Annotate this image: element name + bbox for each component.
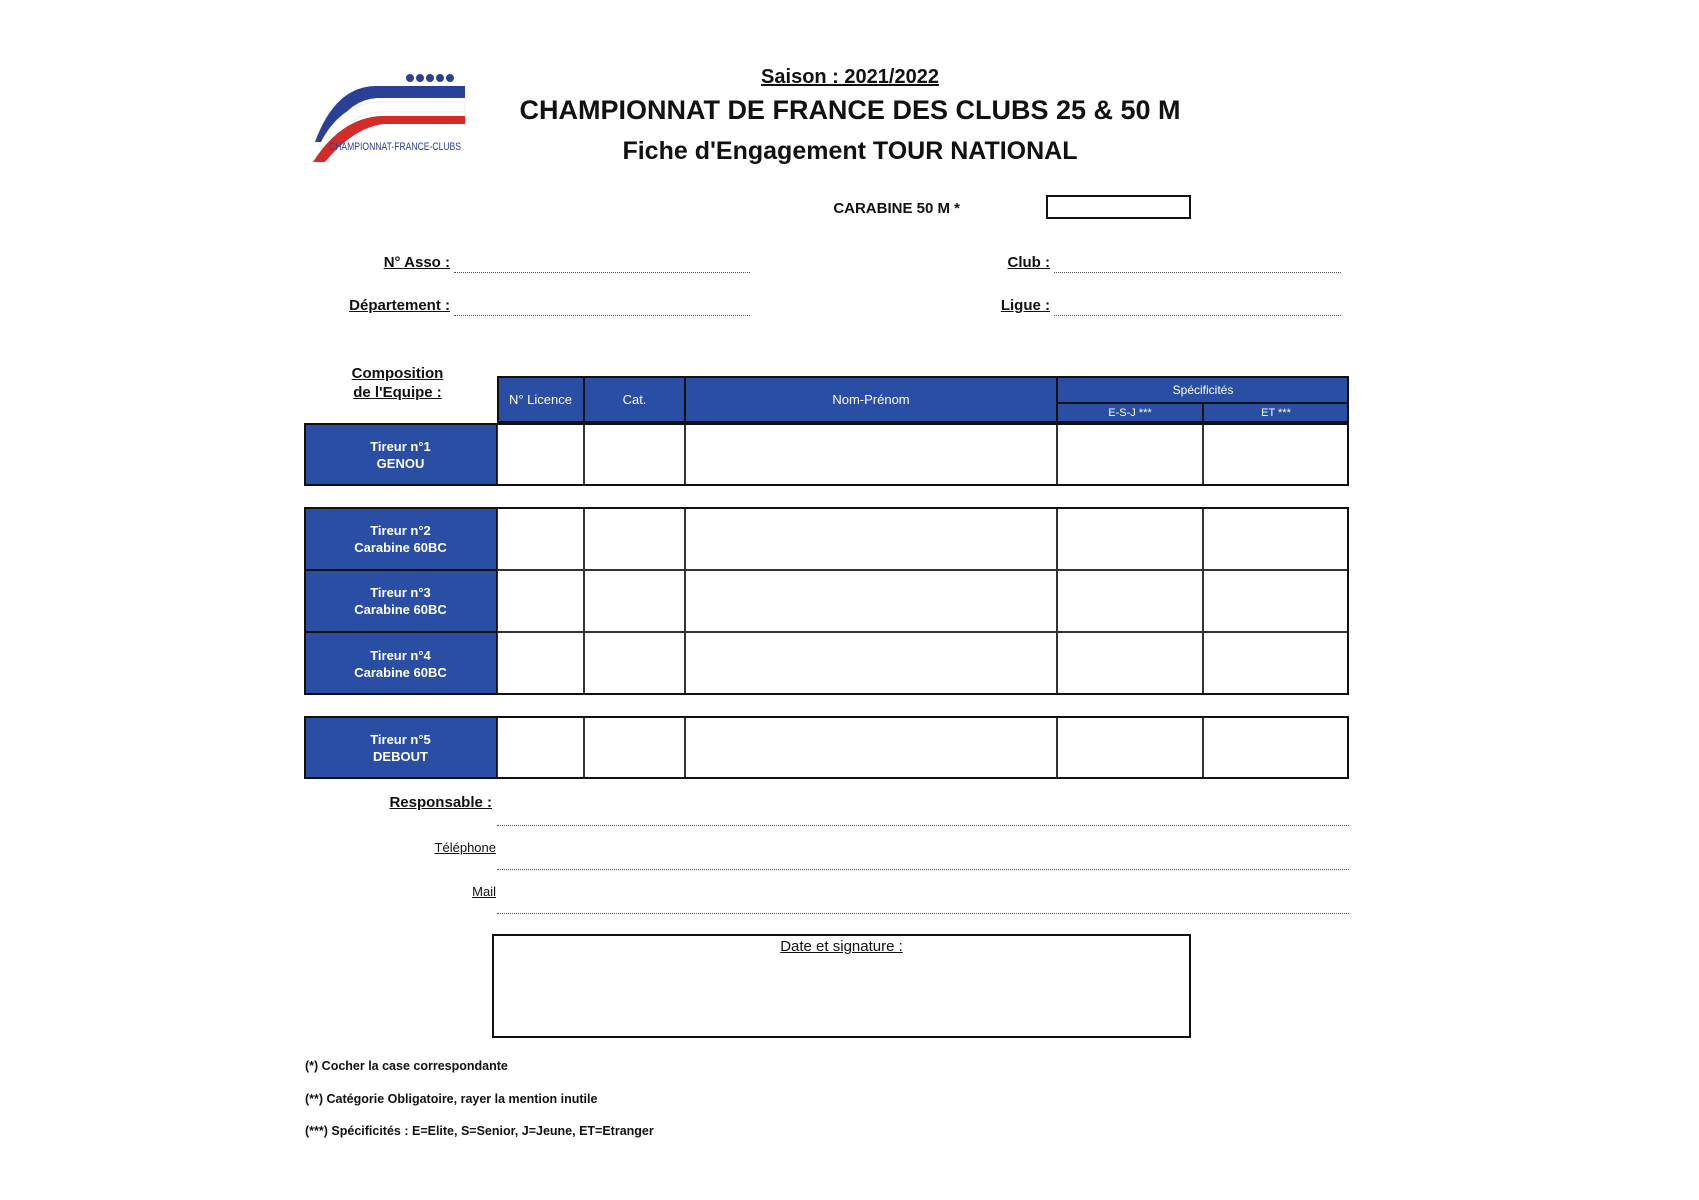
row-label-line2: Carabine 60BC xyxy=(354,602,447,617)
row-label-line2: Carabine 60BC xyxy=(354,539,447,555)
signature-label: Date et signature : xyxy=(780,938,903,955)
row-label-tireur-4 xyxy=(304,632,497,695)
composition-label xyxy=(330,364,465,402)
cell-et-4[interactable] xyxy=(1203,632,1349,695)
event-checkbox[interactable] xyxy=(1046,195,1191,219)
cell-et-1[interactable] xyxy=(1203,423,1349,486)
cell-esj-3[interactable] xyxy=(1057,570,1203,632)
cell-esj-2[interactable] xyxy=(1057,507,1203,570)
cell-nom-3[interactable] xyxy=(685,570,1057,632)
cell-et-5[interactable] xyxy=(1203,716,1349,779)
cell-licence-4[interactable] xyxy=(497,632,584,695)
cell-cat-5[interactable] xyxy=(584,716,685,779)
cell-esj-4[interactable] xyxy=(1057,632,1203,695)
cell-cat-1[interactable] xyxy=(584,423,685,486)
note-2: (**) Catégorie Obligatoire, rayer la mention inutile xyxy=(305,1092,598,1106)
mail-label: Mail xyxy=(472,884,496,899)
cell-licence-2[interactable] xyxy=(497,507,584,570)
row-label-line1: Tireur n°5 xyxy=(370,731,431,747)
ligue-label: Ligue : xyxy=(1000,297,1050,314)
note-1: (*) Cocher la case correspondante xyxy=(305,1059,508,1073)
row-label-line1: Tireur n°2 xyxy=(370,522,431,538)
row-label-tireur-1 xyxy=(304,423,497,486)
cell-cat-3[interactable] xyxy=(584,570,685,632)
telephone-field[interactable] xyxy=(497,869,1349,870)
cell-licence-5[interactable] xyxy=(497,716,584,779)
asso-field[interactable] xyxy=(454,272,750,273)
responsable-label: Responsable : xyxy=(389,794,492,811)
header-cat: Cat. xyxy=(584,376,685,423)
ligue-field[interactable] xyxy=(1054,315,1341,316)
event-label: CARABINE 50 M * xyxy=(833,200,960,217)
composition-label-line1: Composition xyxy=(351,365,444,382)
page-title: CHAMPIONNAT DE FRANCE DES CLUBS 25 & 50 M xyxy=(519,95,1181,125)
departement-field[interactable] xyxy=(454,315,750,316)
cell-licence-3[interactable] xyxy=(497,570,584,632)
cell-nom-4[interactable] xyxy=(685,632,1057,695)
cell-nom-1[interactable] xyxy=(685,423,1057,486)
telephone-label: Téléphone xyxy=(434,840,496,855)
cell-cat-4[interactable] xyxy=(584,632,685,695)
header-et: ET *** xyxy=(1203,403,1349,423)
departement-label: Département : xyxy=(349,297,450,314)
cell-esj-1[interactable] xyxy=(1057,423,1203,486)
row-label-tireur-3 xyxy=(304,570,497,632)
cell-et-2[interactable] xyxy=(1203,507,1349,570)
logo-text: CHAMPIONNAT-FRANCE-CLUBS xyxy=(329,141,461,153)
cell-esj-5[interactable] xyxy=(1057,716,1203,779)
row-label-line2: GENOU xyxy=(376,455,425,471)
header-nom: Nom-Prénom xyxy=(685,376,1057,423)
header-esj: E-S-J *** xyxy=(1057,403,1203,423)
header-specificites: Spécificités xyxy=(1057,376,1349,403)
cell-nom-2[interactable] xyxy=(685,507,1057,570)
signature-box[interactable] xyxy=(492,934,1191,1038)
responsable-field[interactable] xyxy=(497,825,1349,826)
row-label-tireur-2 xyxy=(304,507,497,570)
club-field[interactable] xyxy=(1054,272,1341,273)
cell-licence-1[interactable] xyxy=(497,423,584,486)
asso-label: N° Asso : xyxy=(383,254,450,271)
page-subtitle: Fiche d'Engagement TOUR NATIONAL xyxy=(622,137,1078,165)
row-label-line1: Tireur n°1 xyxy=(370,438,431,454)
note-3: (***) Spécificités : E=Elite, S=Senior, J=Jeune, ET=Etranger xyxy=(305,1124,654,1138)
club-label: Club : xyxy=(1007,254,1050,271)
row-label-tireur-5 xyxy=(304,716,497,779)
cell-cat-2[interactable] xyxy=(584,507,685,570)
row-label-line1: Tireur n°3 xyxy=(370,585,431,600)
cell-nom-5[interactable] xyxy=(685,716,1057,779)
header-licence: N° Licence xyxy=(497,376,584,423)
row-label-line2: DEBOUT xyxy=(373,748,428,764)
cell-et-3[interactable] xyxy=(1203,570,1349,632)
composition-label-line2: de l'Equipe : xyxy=(353,384,442,401)
season-label: Saison : 2021/2022 xyxy=(761,66,939,88)
row-label-line1: Tireur n°4 xyxy=(370,647,431,663)
mail-field[interactable] xyxy=(497,913,1349,914)
row-label-line2: Carabine 60BC xyxy=(354,664,447,680)
